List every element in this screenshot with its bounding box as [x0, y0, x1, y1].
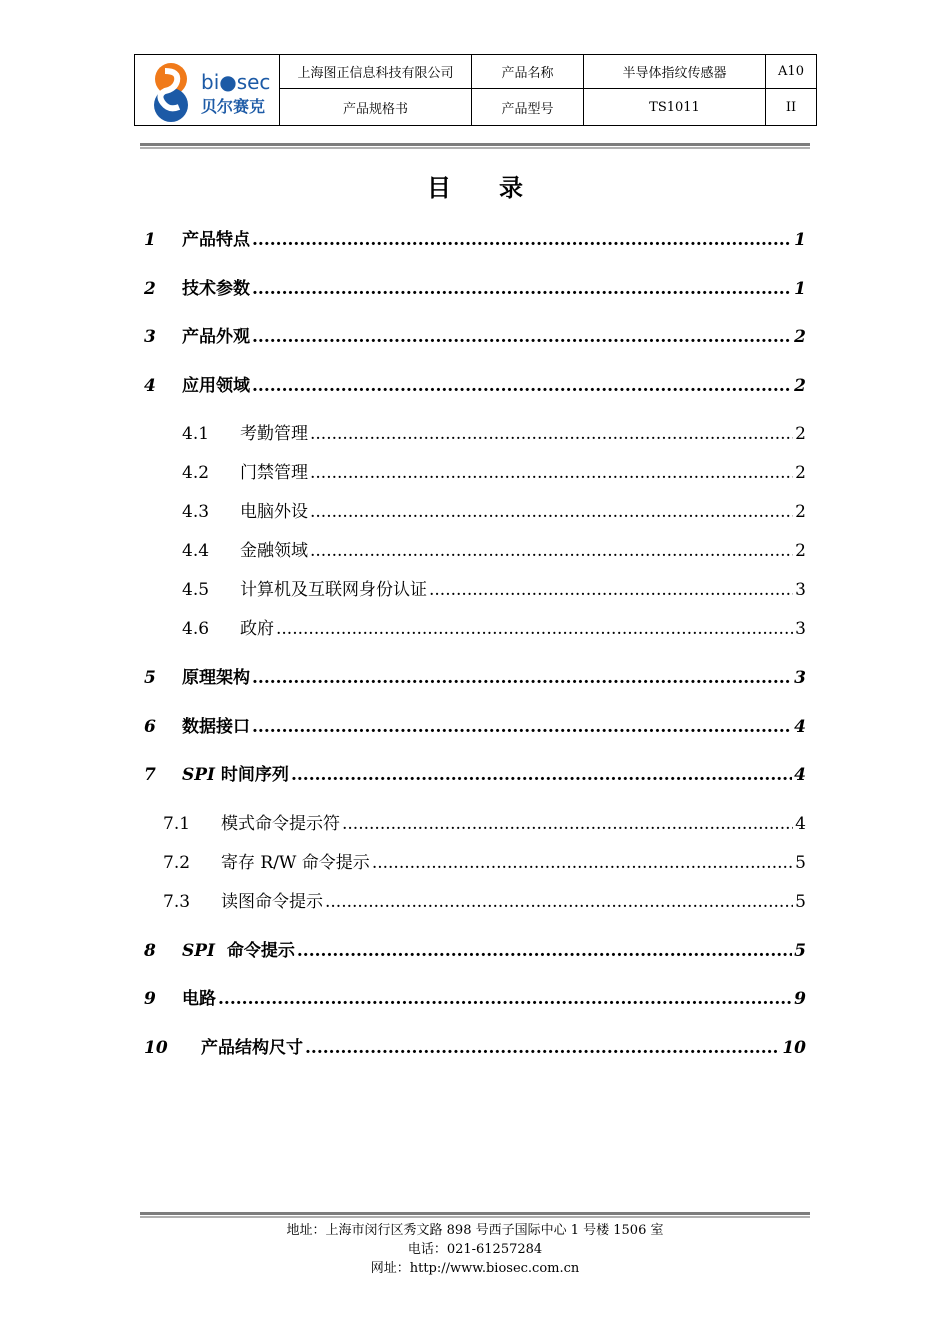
product-model: TS1011: [584, 89, 766, 126]
toc-entry-3[interactable]: [144, 326, 806, 348]
toc-entry-label: 数据接口: [182, 717, 250, 737]
toc-entry-page: 5: [795, 892, 806, 912]
footer-phone: 电话：021-61257284: [407, 1242, 543, 1257]
toc-entry-page: 3: [794, 668, 806, 688]
toc-entry-number: 7: [144, 765, 156, 785]
toc-entry-4-5[interactable]: [182, 579, 806, 601]
toc-entry-7[interactable]: [144, 764, 806, 786]
toc-entry-7-1[interactable]: [163, 813, 806, 835]
product-name-label: 产品名称: [472, 55, 584, 89]
toc-entry-page: 2: [795, 502, 806, 522]
toc-entry-label: 模式命令提示符: [221, 814, 340, 834]
product-model-label: 产品型号: [472, 89, 584, 126]
toc-entry-4-3[interactable]: [182, 501, 806, 523]
toc-entry-label: 技术参数: [182, 279, 250, 299]
toc-entry-page: 1: [794, 230, 806, 250]
toc-entry-number: 8: [144, 941, 156, 961]
toc-entry-page: 3: [795, 619, 806, 639]
toc-entry-page: 3: [795, 580, 806, 600]
toc-entry-number: 1: [144, 230, 156, 250]
toc-entry-label: 命令提示: [215, 941, 295, 961]
toc-entry-label: 时间序列: [215, 765, 289, 785]
toc-entry-number: 5: [144, 668, 156, 688]
toc-entry-page: 10: [782, 1038, 806, 1058]
logo-cell: [135, 55, 280, 126]
biosec-logo: [143, 57, 279, 125]
toc-entry-4-1[interactable]: [182, 423, 806, 445]
toc-entry-8[interactable]: [144, 940, 806, 962]
toc-entry-number: 4.6: [182, 619, 210, 639]
toc-entry-1[interactable]: [144, 229, 806, 251]
toc-entry-number: 7.1: [163, 814, 191, 834]
toc-entry-label: 产品外观: [182, 327, 250, 347]
toc-title: 目录: [427, 173, 571, 202]
toc-entry-number: 7.3: [163, 892, 191, 912]
toc-entry-label: 考勤管理: [240, 424, 308, 444]
header-rule: [140, 143, 810, 146]
toc-entry-label: 产品特点: [182, 230, 250, 250]
document-version: II: [766, 89, 817, 126]
toc-entry-label: 计算机及互联网身份认证: [240, 580, 427, 600]
toc-entry-page: 5: [795, 853, 806, 873]
document-code: A10: [766, 55, 817, 89]
toc-entry-label: 金融领域: [240, 541, 308, 561]
page-footer: [0, 1221, 950, 1278]
toc-entry-page: 4: [794, 717, 806, 737]
toc-entry-label-prefix: SPI: [182, 941, 216, 961]
footer-website[interactable]: 网址：http://www.biosec.com.cn: [370, 1261, 580, 1276]
toc-entry-number: 4: [144, 376, 156, 396]
toc-leader-dots: [276, 618, 793, 640]
toc-entry-label: 产品结构尺寸: [201, 1038, 303, 1058]
toc-leader-dots: [305, 1037, 780, 1059]
toc-leader-dots: [252, 229, 792, 251]
company-name: 上海图正信息科技有限公司: [280, 55, 472, 89]
toc-leader-dots: [252, 278, 792, 300]
toc-entry-page: 9: [794, 989, 806, 1009]
toc-entry-page: 2: [794, 376, 806, 396]
toc-entry-label: 电脑外设: [240, 502, 308, 522]
toc-entry-number: 6: [144, 717, 156, 737]
toc-entry-page: 4: [794, 765, 806, 785]
toc-leader-dots: [310, 501, 793, 523]
toc-entry-number: 4.2: [182, 463, 210, 483]
toc-entry-label: 电路: [182, 989, 216, 1009]
toc-entry-number: 4.3: [182, 502, 210, 522]
toc-entry-4[interactable]: [144, 375, 806, 397]
toc-leader-dots: [297, 940, 792, 962]
product-name: 半导体指纹传感器: [584, 55, 766, 89]
toc-entry-page: 2: [795, 424, 806, 444]
toc-leader-dots: [252, 716, 792, 738]
toc-entry-7-3[interactable]: [163, 891, 806, 913]
footer-rule-light: [140, 1216, 810, 1218]
document-header-table: [134, 54, 817, 126]
toc-entry-number: 2: [144, 279, 156, 299]
toc-entry-5[interactable]: [144, 667, 806, 689]
toc-leader-dots: [310, 540, 793, 562]
logo-text-cn: 贝尔赛克: [201, 97, 266, 116]
toc-leader-dots: [252, 326, 792, 348]
toc-leader-dots: [252, 667, 792, 689]
toc-leader-dots: [252, 375, 792, 397]
toc-entry-4-4[interactable]: [182, 540, 806, 562]
toc-entry-9[interactable]: [144, 988, 806, 1010]
toc-entry-label: 应用领域: [182, 376, 250, 396]
toc-leader-dots: [372, 852, 793, 874]
logo-text-en: bi●sec: [201, 70, 271, 94]
toc-entry-label-prefix: SPI: [182, 765, 216, 785]
footer-rule: [140, 1212, 810, 1215]
toc-entry-number: 4.4: [182, 541, 210, 561]
toc-entry-page: 4: [795, 814, 806, 834]
toc-entry-6[interactable]: [144, 716, 806, 738]
toc-entry-number: 10: [144, 1038, 168, 1058]
toc-entry-label: 政府: [240, 619, 274, 639]
toc-entry-number: 4.1: [182, 424, 210, 444]
toc-entry-2[interactable]: [144, 278, 806, 300]
toc-entry-page: 5: [794, 941, 806, 961]
toc-leader-dots: [310, 423, 793, 445]
toc-entry-page: 2: [795, 463, 806, 483]
toc-entry-label: 原理架构: [182, 668, 250, 688]
toc-entry-label: 读图命令提示: [221, 892, 323, 912]
toc-entry-4-6[interactable]: [182, 618, 806, 640]
toc-leader-dots: [310, 462, 793, 484]
toc-leader-dots: [429, 579, 793, 601]
footer-address: 地址：上海市闵行区秀文路 898 号西子国际中心 1 号楼 1506 室: [286, 1223, 664, 1238]
toc-entry-4-2[interactable]: [182, 462, 806, 484]
toc-entry-7-2[interactable]: [163, 852, 806, 874]
toc-entry-page: 1: [794, 279, 806, 299]
toc-entry-page: 2: [795, 541, 806, 561]
header-rule-light: [140, 147, 810, 149]
toc-entry-number: 7.2: [163, 853, 191, 873]
toc-entry-page: 2: [794, 327, 806, 347]
toc-entry-number: 3: [144, 327, 156, 347]
toc-leader-dots: [342, 813, 793, 835]
toc-entry-10[interactable]: [144, 1037, 806, 1059]
toc-entry-number: 9: [144, 989, 156, 1009]
toc-leader-dots: [218, 988, 792, 1010]
document-type: 产品规格书: [280, 89, 472, 126]
toc-entry-label: 门禁管理: [240, 463, 308, 483]
toc-entry-label: 寄存 R/W 命令提示: [221, 853, 370, 873]
toc-entry-number: 4.5: [182, 580, 210, 600]
toc-leader-dots: [325, 891, 793, 913]
toc-leader-dots: [291, 764, 792, 786]
